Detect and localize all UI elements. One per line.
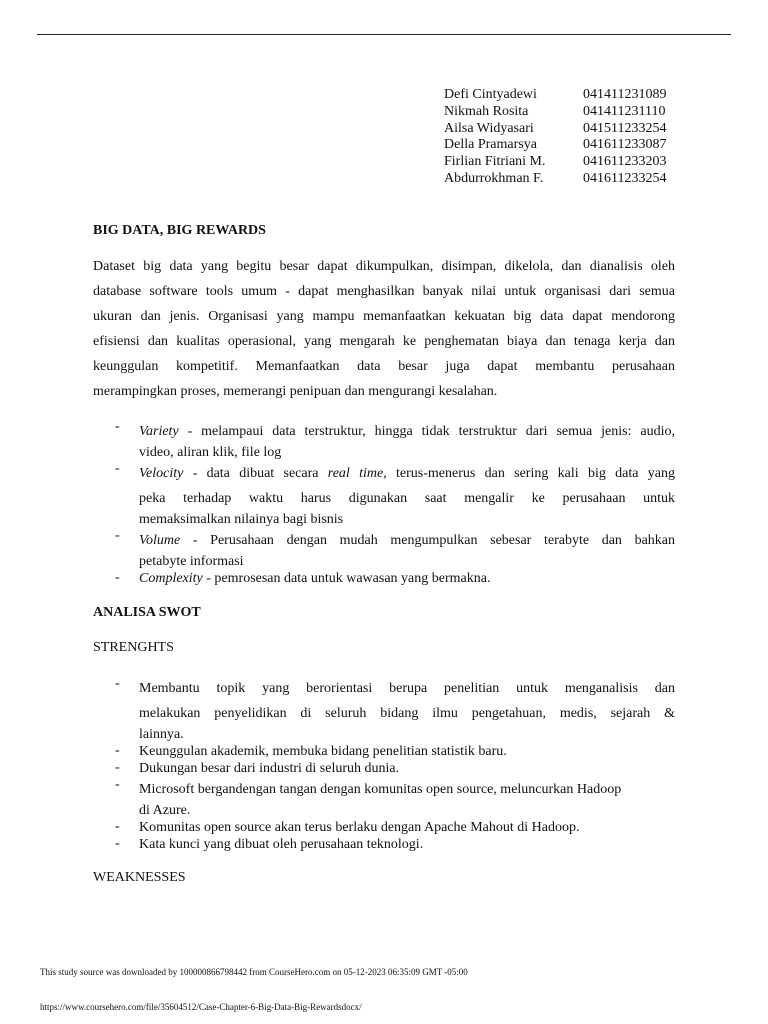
member-name: Abdurrokhman F. [444, 170, 544, 186]
list-item-volume [93, 528, 675, 570]
paragraph-line: merampingkan proses, memerangi penipuan dan mengurangi kesalahan. [93, 384, 498, 399]
member-id: 041611233087 [583, 137, 667, 153]
member-name: Della Pramarsya [444, 137, 537, 153]
member-list [444, 87, 666, 188]
list-item-velocity [93, 461, 675, 528]
member-row [444, 121, 666, 138]
list-item [93, 777, 675, 819]
term-variety: Variety [139, 424, 179, 439]
list-item [93, 819, 675, 836]
member-id: 041411231110 [583, 103, 666, 119]
paragraph-line: keunggulan kompetitif. Memanfaatkan data besar juga dapat membantu perusahaan [93, 359, 675, 374]
member-row [444, 154, 666, 171]
paragraph-line: Dataset big data yang begitu besar dapat dikumpulkan, disimpan, dikelola, dan dianalisis oleh [93, 259, 675, 274]
item-text: Dukungan besar dari industri di seluruh dunia. [139, 761, 400, 776]
list-item [93, 676, 675, 743]
member-id: 041611233203 [583, 154, 667, 170]
item-text: Komunitas open source akan terus berlaku dengan Apache Mahout di Hadoop. [139, 820, 580, 835]
dash-bullet: - [115, 777, 120, 792]
item-text: Membantu topik yang berorientasi berupa penelitian untuk menganalisis dan [139, 681, 675, 696]
source-url-link[interactable]: https://www.coursehero.com/file/35604512/Case-Chapter-6-Big-Data-Big-Rewardsdocx/ [40, 1002, 362, 1012]
item-text: - melampaui data terstruktur, hingga tidak terstruktur dari semua jenis: audio, [178, 424, 675, 439]
dash-bullet: - [115, 760, 120, 775]
dash-bullet: - [115, 676, 120, 691]
page-title: BIG DATA, BIG REWARDS [93, 223, 266, 238]
member-id: 041411231089 [583, 87, 667, 102]
source-notice: This study source was downloaded by 100000866798442 from CourseHero.com on 05-12-2023 06:35:09 GMT -05:00 [40, 967, 468, 977]
dash-bullet: - [115, 570, 120, 585]
dash-bullet: - [115, 461, 120, 476]
list-item [93, 836, 675, 853]
paragraph-line: database software tools umum - dapat menghasilkan banyak nilai untuk organisasi dari semua [93, 284, 675, 299]
item-text: Keunggulan akademik, membuka bidang penelitian statistik baru. [139, 744, 507, 759]
dash-bullet: - [115, 528, 120, 543]
item-text: Kata kunci yang dibuat oleh perusahaan teknologi. [139, 837, 424, 852]
dash-bullet: - [115, 836, 120, 851]
member-row [444, 137, 666, 154]
member-row [444, 87, 666, 104]
item-text: melakukan penyelidikan di seluruh bidang ilmu pengetahuan, medis, sejarah & [139, 706, 675, 721]
strengths-heading: STRENGHTS [93, 640, 174, 655]
term-velocity: Velocity [139, 466, 184, 481]
weaknesses-heading: WEAKNESSES [93, 870, 186, 885]
member-name: Ailsa Widyasari [444, 120, 534, 136]
item-text: memaksimalkan nilainya bagi bisnis [139, 512, 344, 527]
item-text: - pemrosesan data untuk wawasan yang bermakna. [202, 571, 491, 586]
member-id: 041511233254 [583, 120, 667, 136]
top-rule [37, 34, 731, 35]
member-name: Defi Cintyadewi [444, 87, 537, 102]
paragraph-line: ukuran dan jenis. Organisasi yang mampu memanfaatkan kekuatan big data dapat mendorong [93, 309, 675, 324]
list-item-complexity [93, 570, 675, 587]
list-item-variety [93, 419, 675, 461]
list-item [93, 760, 675, 777]
paragraph-line: efisiensi dan kualitas operasional, yang mengarah ke penghematan biaya dan tenaga kerja dan [93, 334, 675, 349]
item-emphasis: real time [327, 466, 384, 481]
intro-paragraph [93, 254, 675, 404]
member-name: Firlian Fitriani M. [444, 154, 546, 170]
item-text: - Perusahaan dengan mudah mengumpulkan sebesar terabyte dan bahkan [180, 533, 675, 548]
member-name: Nikmah Rosita [444, 103, 529, 119]
item-text: di Azure. [139, 803, 191, 818]
member-row [444, 171, 666, 188]
item-text: - data dibuat secara [183, 466, 328, 481]
term-complexity: Complexity [139, 571, 203, 586]
dash-bullet: - [115, 743, 120, 758]
item-text: Microsoft bergandengan tangan dengan komunitas open source, meluncurkan Hadoop [139, 782, 622, 797]
dash-bullet: - [115, 419, 120, 434]
item-text: lainnya. [139, 727, 184, 742]
characteristics-list [93, 419, 675, 587]
strengths-list [93, 676, 675, 853]
list-item [93, 743, 675, 760]
swot-heading: ANALISA SWOT [93, 605, 201, 620]
item-text: video, aliran klik, file log [139, 445, 282, 460]
term-volume: Volume [139, 533, 181, 548]
dash-bullet: - [115, 819, 120, 834]
item-text: , terus-menerus dan sering kali big data yang [383, 466, 675, 481]
item-text: peka terhadap waktu harus digunakan saat mengalir ke perusahaan untuk [139, 491, 675, 506]
member-id: 041611233254 [583, 170, 667, 186]
item-text: petabyte informasi [139, 554, 244, 569]
member-row [444, 104, 666, 121]
